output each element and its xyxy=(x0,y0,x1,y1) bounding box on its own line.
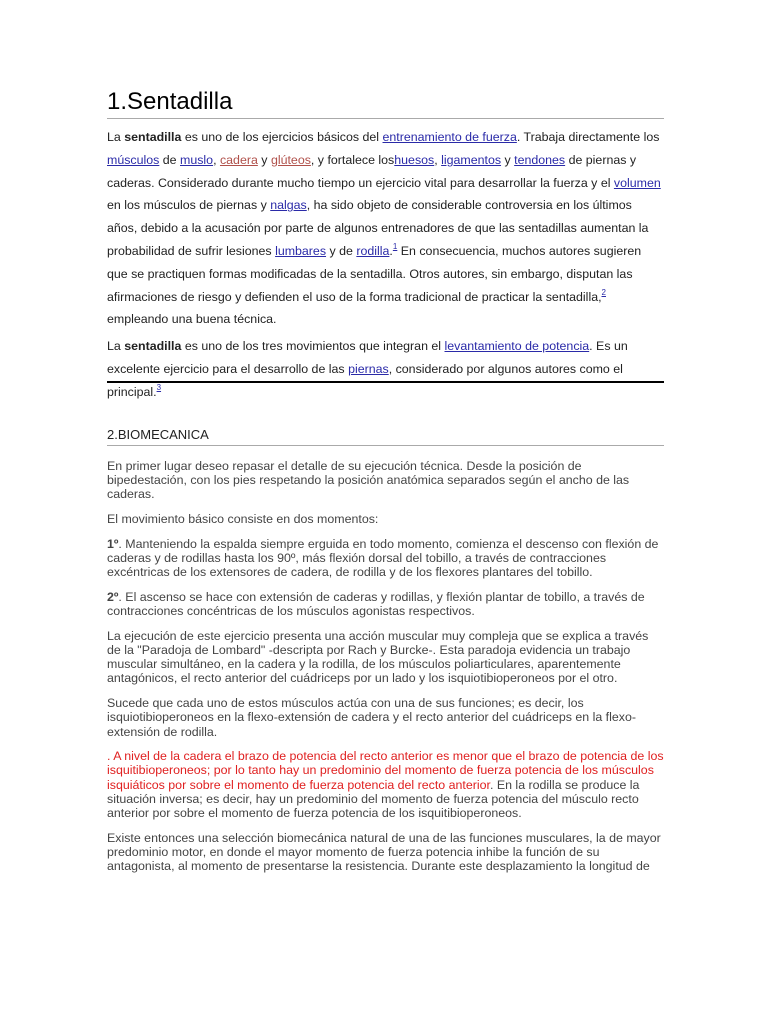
section-divider xyxy=(107,381,664,383)
step-text: . El ascenso se hace con extensión de caderas y rodillas, y flexión plantar de tobillo, a través de contracciones concéntricas de los músculos agonistas respectivos. xyxy=(107,589,645,619)
section-1-body xyxy=(107,126,664,408)
bold-term: sentadilla xyxy=(124,130,182,144)
text: La xyxy=(107,130,125,144)
text: , xyxy=(213,152,220,167)
step-text: . Manteniendo la espalda siempre erguida en todo momento, comienza el descenso con flexión de caderas y de rodillas hasta los 90º, más flexión dorsal del tobillo, a través de contracciones excéntricas de los extensores de cadera, de rodilla y de los flexores plantares del tobillo. xyxy=(107,536,659,580)
link-musculos[interactable]: músculos xyxy=(107,152,160,167)
text: , xyxy=(434,152,442,167)
link-muslo[interactable]: muslo xyxy=(180,152,214,167)
text: , ha sido objeto de considerable controversia en los últimos años, debido a la acusación por parte de algunos entrenadores de que las sentadillas aumentan la probabilidad de sufrir lesiones xyxy=(107,198,649,258)
link-piernas[interactable]: piernas xyxy=(348,361,389,376)
step-number: 2º xyxy=(107,589,119,604)
text: de xyxy=(159,152,181,167)
text: La xyxy=(107,339,125,354)
text: es uno de los ejercicios básicos del xyxy=(181,130,383,144)
link-entrenamiento-de-fuerza[interactable]: entrenamiento de fuerza xyxy=(382,130,517,144)
link-ligamentos[interactable]: ligamentos xyxy=(441,152,502,167)
section-2-paragraph-3 xyxy=(107,537,664,580)
link-cadera[interactable]: cadera xyxy=(219,152,258,167)
section-1-paragraph-1 xyxy=(107,126,664,331)
link-huesos[interactable]: huesos xyxy=(394,152,435,167)
text: en los músculos de piernas y xyxy=(107,198,271,213)
link-nalgas[interactable]: nalgas xyxy=(270,198,307,213)
section-2-paragraph-8: Existe entonces una selección biomecánica natural de una de las funciones musculares, la de mayor predominio motor, en donde el mayor momento de fuerza potencia inhibe la función de su antagonista, al momento de presentarse la resistencia. Durante este desplazamiento la longitud de xyxy=(107,830,661,874)
text: . xyxy=(389,243,393,258)
reference-2-link[interactable]: 2 xyxy=(601,287,606,297)
text: empleando una buena técnica. xyxy=(107,312,277,327)
section-2-paragraph-5: La ejecución de este ejercicio presenta una acción muscular muy compleja que se explica a través de la "Paradoja de Lombard" -descripta por Rach y Burcke-. Esta paradoja evidencia un trabajo muscular simultáneo, en la cadera y la rodilla, de los músculos poliarticulares, aparentemente antagónicos, el recto anterior del cuádriceps por un lado y los isquiotibioperoneos por el otro. xyxy=(107,628,649,686)
text: . Es un excelente ejercicio para el desarrollo de las xyxy=(107,339,628,376)
link-tendones[interactable]: tendones xyxy=(514,152,566,167)
section-2-paragraph-6: Sucede que cada uno de estos músculos actúa con una de sus funciones; es decir, los isquiotibioperoneos en la flexo-extensión de cadera y el recto anterior del cuádriceps en la flexo-extensión de rodilla. xyxy=(107,696,636,739)
link-rodilla[interactable]: rodilla xyxy=(356,243,390,258)
text: , y fortalece los xyxy=(310,152,395,167)
text: . Trabaja directamente los xyxy=(516,130,660,144)
section-2-paragraph-2: El movimiento básico consiste en dos momentos: xyxy=(107,512,379,527)
text: es uno de los tres movimientos que integran el xyxy=(181,339,445,354)
step-number: 1º xyxy=(107,536,119,551)
reference-1-link[interactable]: 1 xyxy=(392,241,398,251)
section-1-heading: 1.Sentadilla xyxy=(107,88,664,119)
paragraph-text: . En la rodilla se produce la situación inversa; es decir, hay un predominio del momento de fuerza potencia del músculo recto anterior por sobre el momento de fuerza potencia de los isquitibioperoneos. xyxy=(107,777,640,821)
section-1-paragraph-2 xyxy=(107,335,664,403)
text: de piernas y caderas. Considerado durante mucho tiempo un ejercicio vital para desarrollar la fuerza y el xyxy=(107,152,637,190)
link-lumbares[interactable]: lumbares xyxy=(275,243,327,258)
link-levantamiento-de-potencia[interactable]: levantamiento de potencia xyxy=(444,339,590,354)
link-volumen[interactable]: volumen xyxy=(613,175,661,190)
reference-3-link[interactable]: 3 xyxy=(156,382,162,392)
section-2-paragraph-7 xyxy=(107,749,664,820)
section-2-heading: 2.BIOMECANICA xyxy=(107,427,664,446)
text: y xyxy=(257,152,271,167)
bold-term: sentadilla xyxy=(124,339,182,354)
highlighted-text: . A nivel de la cadera el brazo de potencia del recto anterior es menor que el brazo de potencia de los isquitibioperoneos; por lo tanto hay un predominio del momento de fuerza potencia de los músculos isquiáticos por sobre el momento de fuerza potencia del recto anterior xyxy=(107,749,664,792)
text: y de xyxy=(326,243,357,258)
section-2-paragraph-1: En primer lugar deseo repasar el detalle de su ejecución técnica. Desde la posición de bipedestación, con los pies respetando la posición anatómica separados según el ancho de las caderas. xyxy=(107,459,630,502)
link-gluteos[interactable]: glúteos xyxy=(270,152,311,167)
section-2-paragraph-4 xyxy=(107,590,664,618)
section-2-body xyxy=(107,459,664,884)
text: , considerado por algunos autores como el principal. xyxy=(107,361,623,399)
text: y xyxy=(501,152,515,167)
text: En consecuencia, muchos autores sugieren que se practiquen formas modificadas de la sentadilla. Otros autores, sin embargo, disputan las afirmaciones de riesgo y defienden el uso de la forma tradicional de practicar la sentadilla, xyxy=(107,243,642,304)
